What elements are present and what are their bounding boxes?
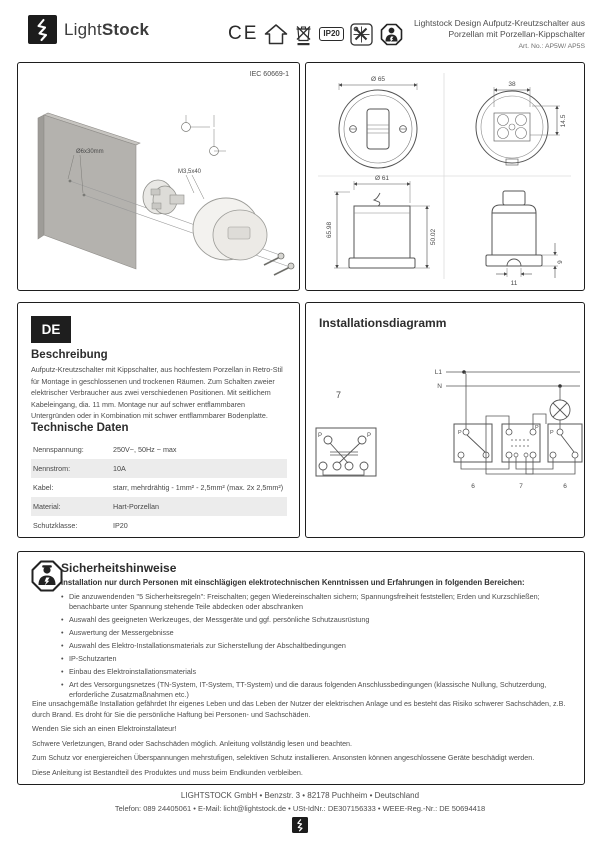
product-title-line2: Porzellan mit Porzellan-Kippschalter	[448, 29, 585, 39]
exploded-view-panel	[17, 62, 300, 291]
dim-back-depth: 14.5	[560, 114, 567, 128]
terminal-p-label: P	[367, 433, 372, 439]
safety-paragraphs	[32, 699, 570, 783]
safety-bullet: • Art des Versorgungsnetzes (TN-System, IT-System, TT-System) und die daraus folgenden Anschlussbedingungen (klassische Nullung, Schutzerdung, erforderliche Zusatzmaßnahmen etc.)	[61, 680, 568, 701]
table-row	[31, 459, 287, 478]
wall-plug-callout: Ø6x30mm	[76, 149, 104, 155]
safety-paragraph: Diese Anleitung ist Bestandteil des Produktes und muss beim Endkunden verbleiben.	[32, 767, 303, 777]
line-l1-label: L1	[434, 369, 442, 376]
brand-logo	[28, 15, 149, 44]
description-text: Aufputz-Kreutzschalter mit Kippschalter, aus hochfestem Porzellan in Retro-Stil für Montage in geschlossenen und trockenen Räumen. Zum Schalten zweier elektrischer Verbraucher aus zwei verschiedenen Positionen. Mit seitlichem Kabeleingang, dia. 11 mm. Montage nur auf schwer entflammbaren Untergründen oder in Kombination mit schwer entflammbarer Bodenplatte.	[31, 365, 283, 421]
safety-bullet: • IP-Schutzarten	[61, 654, 568, 664]
brand-name-bold: Stock	[101, 19, 150, 39]
safety-paragraph: Schwere Verletzungen, Brand oder Sachschäden möglich. Anleitung vollständig lesen und beachten.	[32, 738, 353, 748]
brand-name	[64, 20, 149, 40]
safety-title: Sicherheitshinweise	[61, 561, 177, 575]
electrician-warning-icon	[30, 559, 64, 593]
lightstock-logo-icon	[28, 15, 57, 44]
footer-address: LIGHTSTOCK GmbH • Benzstr. 3 • 82178 Puchheim • Deutschland	[180, 791, 420, 800]
footer-logo-icon	[292, 817, 308, 833]
language-badge: DE	[31, 316, 71, 343]
switch-box-label: 6	[563, 483, 567, 490]
terminal-p-label: P	[550, 430, 554, 436]
switch-type-label: 7	[336, 390, 342, 400]
terminal-p-label: P	[458, 430, 462, 436]
dim-side-diameter: Ø 61	[374, 175, 390, 182]
safety-paragraph: Eine unsachgemäße Installation gefährdet Ihr eigenes Leben und das Leben der Nutzer der elektrischen Anlage und es besteht das Risiko schwerer Sachschäden, z.B. durch Brand. Es droht für Sie die persönliche Haftung bei Personen- und Sachschäden.	[32, 699, 566, 719]
dimension-drawing	[306, 63, 583, 289]
weee-crossed-bin-icon	[294, 22, 313, 46]
tech-table	[31, 440, 287, 535]
tech-value: IP20	[113, 521, 128, 530]
no-diy-icon	[350, 23, 373, 46]
techdata-heading: Technische Daten	[31, 422, 129, 434]
safety-bullet: • Auswertung der Messergebnisse	[61, 628, 568, 638]
installation-panel	[305, 302, 585, 538]
screw-callout: M3,5x40	[178, 169, 202, 175]
tech-value: Hart-Porzellan	[113, 502, 159, 511]
product-title	[414, 18, 585, 52]
safety-panel	[17, 551, 585, 785]
terminal-p-label: P	[318, 433, 323, 439]
installation-title: Installationsdiagramm	[319, 316, 447, 330]
table-row	[31, 440, 287, 459]
safety-bullet: • Auswahl des geeigneten Werkzeuges, der Messgeräte und ggf. persönliche Schutzausrüstung	[61, 615, 568, 625]
description-heading: Beschreibung	[31, 349, 108, 361]
safety-bullet: • Auswahl des Elektro-Installationsmaterials zur Sicherstellung der Abschaltbedingungen	[61, 641, 568, 651]
table-row	[31, 478, 287, 497]
dim-cable-entry: 11	[510, 280, 518, 287]
safety-intro: Installation nur durch Personen mit einschlägigen elektrotechnischen Kenntnissen und Erfahrungen in folgenden Bereichen:	[61, 578, 525, 587]
tech-value: 10A	[113, 464, 126, 473]
tech-value: 250V~, 50Hz ~ max	[113, 445, 177, 454]
ce-mark-icon: CE	[228, 23, 259, 44]
safety-bullet: • Die anzuwendenden "5 Sicherheitsregeln": Freischalten; gegen Wiedereinschalten sichern; Spannungsfreiheit feststellen; Erden und Kurzschließen; benachbarte unter Spannung stehende Teile abdecken oder abschranken	[61, 592, 568, 613]
terminal-p-label: P	[535, 425, 539, 431]
switch-box-label: 6	[471, 483, 475, 490]
dim-height-body: 50.02	[430, 228, 437, 246]
dim-height-total: 65.98	[326, 221, 333, 239]
safety-paragraph: Zum Schutz vor energiereichen Überspannungen mehrstufigen, selektiven Schutz installieren. Ansonsten können angeschlossene Geräte beschädigt werden.	[32, 753, 535, 763]
product-title-line1: Lightstock Design Aufputz-Kreutzschalter aus	[413, 18, 585, 28]
dimension-panel	[305, 62, 585, 291]
description-panel	[17, 302, 300, 538]
table-row	[31, 497, 287, 516]
dim-back-width: 38	[508, 81, 516, 88]
tech-label: Schutzklasse:	[33, 521, 78, 530]
table-row	[31, 516, 287, 535]
wiring-diagram	[306, 336, 583, 534]
indoor-use-icon	[264, 23, 288, 46]
tech-label: Kabel:	[33, 483, 54, 492]
ip20-badge: IP20	[319, 27, 343, 41]
safety-paragraph: Wenden Sie sich an einen Elektroinstallateur!	[32, 724, 177, 734]
switch-box-label: 7	[519, 483, 523, 490]
exploded-view-drawing	[18, 77, 298, 282]
safety-bullet-list	[61, 592, 568, 703]
line-n-label: N	[437, 383, 442, 390]
dim-front-diameter: Ø 65	[370, 76, 386, 83]
tech-label: Nennspannung:	[33, 445, 84, 454]
footer-contact: Telefon: 089 24405061 • E-Mail: licht@lightstock.de • USt-IdNr.: DE307156333 • WEEE-Reg.-Nr.: DE 50694418	[114, 804, 486, 813]
qualified-electrician-icon	[379, 22, 404, 47]
tech-label: Nennstrom:	[33, 464, 71, 473]
article-number: Art. No.: AP5W/ AP5S	[518, 43, 585, 50]
dim-base-height: 9	[557, 260, 564, 264]
tech-label: Material:	[33, 502, 61, 511]
safety-bullet: • Einbau des Elektroinstallationsmaterials	[61, 667, 568, 677]
iec-standard-label: IEC 60669-1	[249, 71, 289, 78]
tech-value: starr, mehrdrähtig - 1mm² - 2,5mm² (max. 2x 2,5mm²)	[113, 483, 284, 492]
certification-icons	[228, 21, 404, 47]
brand-name-light: Light	[64, 19, 102, 39]
